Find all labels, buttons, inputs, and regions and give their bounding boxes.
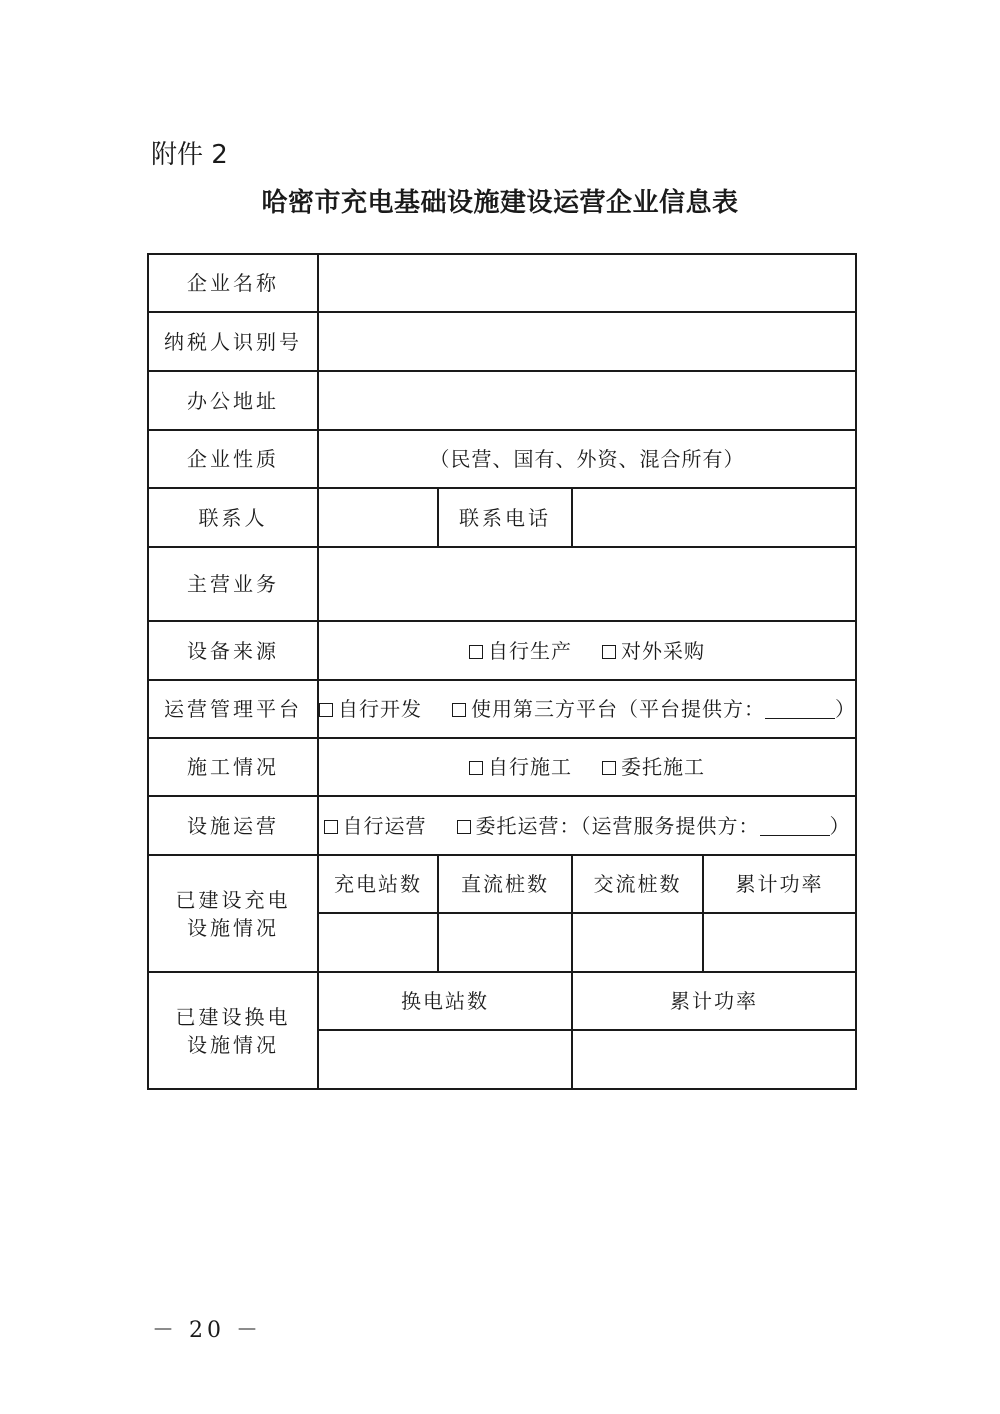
- option-suffix: ）: [829, 813, 851, 838]
- checkbox-icon[interactable]: [452, 703, 466, 717]
- swapping-total-power-header: 累计功率: [572, 972, 856, 1030]
- construction-label: 施工情况: [148, 738, 318, 796]
- option-entrusted-operation[interactable]: [457, 812, 851, 840]
- built-swapping-label: [148, 972, 318, 1089]
- company-nature-field[interactable]: （民营、国有、外资、混合所有）: [318, 430, 856, 488]
- option-third-party-platform[interactable]: [452, 695, 856, 723]
- dc-pile-count-header: 直流桩数: [438, 855, 572, 913]
- ac-pile-count-field[interactable]: [572, 913, 703, 972]
- platform-provider-blank[interactable]: [765, 700, 835, 719]
- option-external-purchase[interactable]: [602, 637, 705, 665]
- equipment-source-options: [318, 621, 856, 680]
- checkbox-icon[interactable]: [319, 703, 333, 717]
- document-title: 哈密市充电基础设施建设运营企业信息表: [261, 188, 739, 218]
- company-nature-label: 企业性质: [148, 430, 318, 488]
- office-address-field[interactable]: [318, 371, 856, 430]
- contact-person-label: 联系人: [148, 488, 318, 547]
- row-operation-platform: [148, 680, 856, 738]
- option-self-developed[interactable]: [319, 695, 422, 723]
- office-address-label: 办公地址: [148, 371, 318, 430]
- ac-pile-count-header: 交流桩数: [572, 855, 703, 913]
- contact-phone-field[interactable]: [572, 488, 856, 547]
- charging-station-count-header: 充电站数: [318, 855, 438, 913]
- checkbox-icon[interactable]: [602, 761, 616, 775]
- option-self-operation[interactable]: [324, 812, 427, 840]
- option-self-construction[interactable]: [469, 753, 572, 781]
- page-number: － 20 －: [152, 1318, 262, 1343]
- row-equipment-source: [148, 621, 856, 680]
- checkbox-icon[interactable]: [324, 820, 338, 834]
- row-main-business: [148, 547, 856, 621]
- facility-operation-options: [318, 796, 856, 855]
- option-label: 自行开发: [338, 697, 422, 721]
- built-charging-label-line2: 设施情况: [187, 915, 279, 940]
- option-label: 自行施工: [488, 755, 572, 779]
- row-built-charging-header: [148, 855, 856, 913]
- option-label: 使用第三方平台（平台提供方：: [471, 697, 765, 721]
- main-business-label: 主营业务: [148, 547, 318, 621]
- swapping-total-power-field[interactable]: [572, 1030, 856, 1089]
- built-charging-label: [148, 855, 318, 972]
- option-entrusted-construction[interactable]: [602, 753, 705, 781]
- tax-id-label: 纳税人识别号: [148, 312, 318, 371]
- contact-person-field[interactable]: [318, 488, 438, 547]
- construction-options: [318, 738, 856, 796]
- charging-total-power-header: 累计功率: [703, 855, 856, 913]
- equipment-source-label: 设备来源: [148, 621, 318, 680]
- charging-station-count-field[interactable]: [318, 913, 438, 972]
- option-label: 委托施工: [621, 755, 705, 779]
- row-built-swapping-header: [148, 972, 856, 1030]
- operation-platform-options: [318, 680, 856, 738]
- checkbox-icon[interactable]: [469, 645, 483, 659]
- row-facility-operation: [148, 796, 856, 855]
- swapping-station-count-header: 换电站数: [318, 972, 572, 1030]
- option-label: 自行运营: [342, 813, 427, 838]
- option-suffix: ）: [835, 697, 856, 721]
- dc-pile-count-field[interactable]: [438, 913, 572, 972]
- contact-phone-label: 联系电话: [438, 488, 572, 547]
- checkbox-icon[interactable]: [457, 820, 471, 834]
- row-tax-id: [148, 312, 856, 371]
- row-office-address: [148, 371, 856, 430]
- row-construction: [148, 738, 856, 796]
- operation-platform-label: 运营管理平台: [148, 680, 318, 738]
- row-company-nature: [148, 430, 856, 488]
- row-contact: [148, 488, 856, 547]
- option-label: 委托运营：（运营服务提供方：: [475, 813, 760, 838]
- attachment-label: 附件 2: [151, 140, 228, 170]
- built-swapping-label-line2: 设施情况: [187, 1032, 279, 1057]
- company-info-table: [147, 253, 857, 1090]
- checkbox-icon[interactable]: [602, 645, 616, 659]
- option-label: 对外采购: [621, 638, 705, 663]
- row-company-name: [148, 254, 856, 312]
- checkbox-icon[interactable]: [469, 761, 483, 775]
- facility-operation-label: 设施运营: [148, 796, 318, 855]
- built-charging-label-line1: 已建设充电: [175, 887, 291, 912]
- option-label: 自行生产: [488, 638, 572, 663]
- operation-provider-blank[interactable]: [760, 817, 830, 836]
- tax-id-field[interactable]: [318, 312, 856, 371]
- company-name-label: 企业名称: [148, 254, 318, 312]
- main-business-field[interactable]: [318, 547, 856, 621]
- built-swapping-label-line1: 已建设换电: [175, 1004, 291, 1029]
- option-self-produced[interactable]: [469, 637, 572, 665]
- charging-total-power-field[interactable]: [703, 913, 856, 972]
- swapping-station-count-field[interactable]: [318, 1030, 572, 1089]
- company-name-field[interactable]: [318, 254, 856, 312]
